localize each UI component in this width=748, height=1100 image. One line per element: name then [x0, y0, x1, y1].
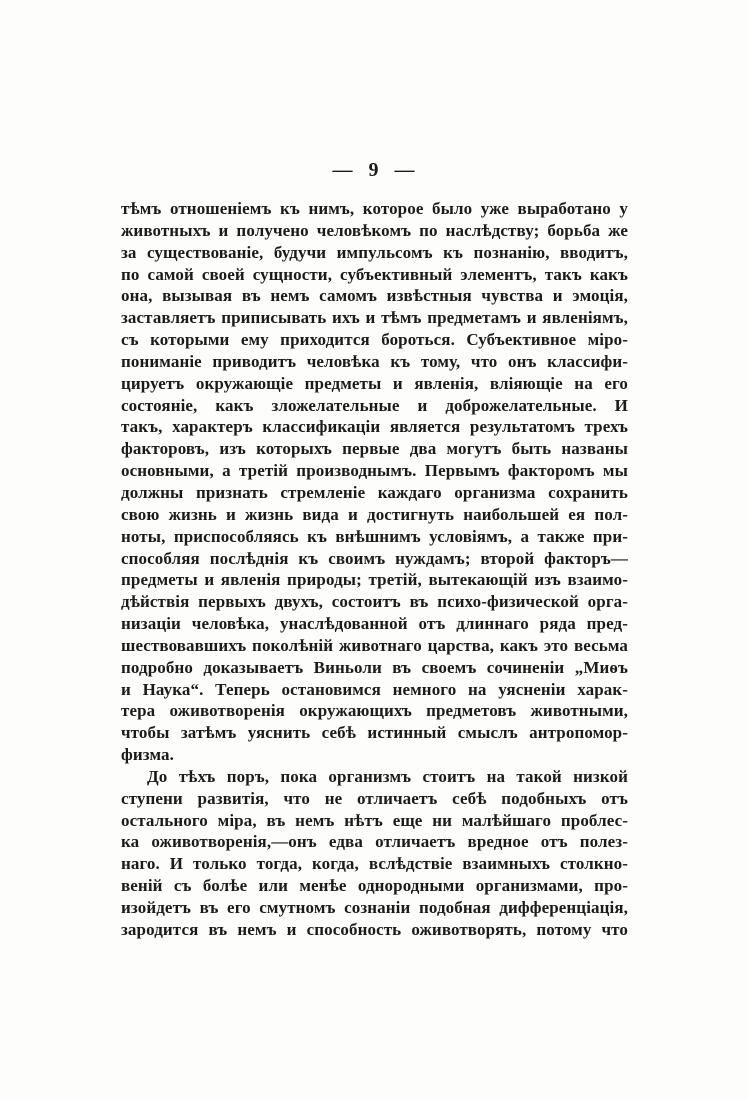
text-line: пониманіе приводитъ человѣка къ тому, что онъ классифи- — [121, 351, 628, 371]
text-line: должны признать стремленіе каждаго организма сохранить — [121, 482, 628, 502]
paragraph — [121, 198, 628, 766]
text-line: низаціи человѣка, унаслѣдованной отъ длиннаго ряда пред- — [121, 614, 628, 634]
text-line: факторовъ, изъ которыхъ первые два могутъ быть названы — [121, 439, 628, 459]
text-line: ка оживотворенія,—онъ едва отличаетъ вредное отъ полез- — [121, 832, 628, 852]
text-block — [121, 198, 628, 941]
text-line: по самой своей сущности, субъективный элементъ, такъ какъ — [121, 264, 628, 284]
text-line: она, вызывая въ немъ самомъ извѣстныя чувства и эмоція, — [121, 286, 628, 306]
text-line: ступени развитія, что не отличаетъ себѣ подобныхъ отъ — [121, 788, 628, 808]
text-line: тера оживотворенія окружающихъ предметовъ животными, — [121, 701, 628, 721]
text-line: ноты, приспособляясь къ внѣшнимъ условіямъ, а также при- — [121, 526, 628, 546]
text-line: свою жизнь и жизнь вида и достигнуть наибольшей ея пол- — [121, 504, 628, 524]
text-line: физма. — [121, 745, 174, 765]
text-line: наго. И только тогда, когда, вслѣдствіе взаимныхъ столкно- — [121, 854, 628, 874]
text-line: способляя послѣднія къ своимъ нуждамъ; второй факторъ— — [121, 548, 628, 568]
text-line: зародится въ немъ и способность оживотворять, потому что — [121, 919, 628, 939]
page-number: — 9 — — [332, 159, 416, 181]
text-line: такъ, характеръ классификаціи является результатомъ трехъ — [121, 417, 628, 437]
text-line: основными, а третій производнымъ. Первымъ факторомъ мы — [121, 461, 628, 481]
paragraph — [121, 766, 628, 941]
text-line: за существованіе, будучи импульсомъ къ познанію, вводитъ, — [121, 242, 628, 262]
text-line: дѣйствія первыхъ двухъ, состоитъ въ психо-физической орга- — [121, 592, 628, 612]
text-line: подробно доказываетъ Виньоли въ своемъ сочиненіи „Миѳъ — [121, 657, 628, 677]
text-line: изойдетъ въ его смутномъ сознаніи подобная дифференціація, — [121, 898, 628, 917]
text-line: съ которыми ему приходится бороться. Субъективное міро- — [121, 330, 628, 350]
text-line: чтобы затѣмъ уяснить себѣ истинный смыслъ антропомор- — [121, 723, 628, 743]
text-line: До тѣхъ поръ, пока организмъ стоитъ на такой низкой — [147, 766, 628, 786]
text-line: остального міра, въ немъ нѣтъ еще ни малѣйшаго проблес- — [121, 810, 628, 830]
text-line: шествовавшихъ поколѣній животнаго царства, какъ это весьма — [121, 635, 628, 655]
text-line: заставляетъ приписывать ихъ и тѣмъ предметамъ и явленіямъ, — [121, 308, 628, 328]
text-line: тѣмъ отношеніемъ къ нимъ, которое было уже выработано у — [121, 199, 628, 218]
text-line: цируетъ окружающіе предметы и явленія, вліяющіе на его — [121, 373, 628, 393]
text-line: и Наука“. Теперь остановимся немного на уясненіи харак- — [121, 679, 628, 699]
text-line: животныхъ и получено человѣкомъ по наслѣдству; борьба же — [121, 220, 628, 240]
text-line: веній съ болѣе или менѣе однородными организмами, про- — [121, 876, 628, 896]
text-line: предметы и явленія природы; третій, вытекающій изъ взаимо- — [121, 570, 628, 590]
text-line: состояніе, какъ зложелательные и доброжелательные. И — [121, 395, 628, 415]
